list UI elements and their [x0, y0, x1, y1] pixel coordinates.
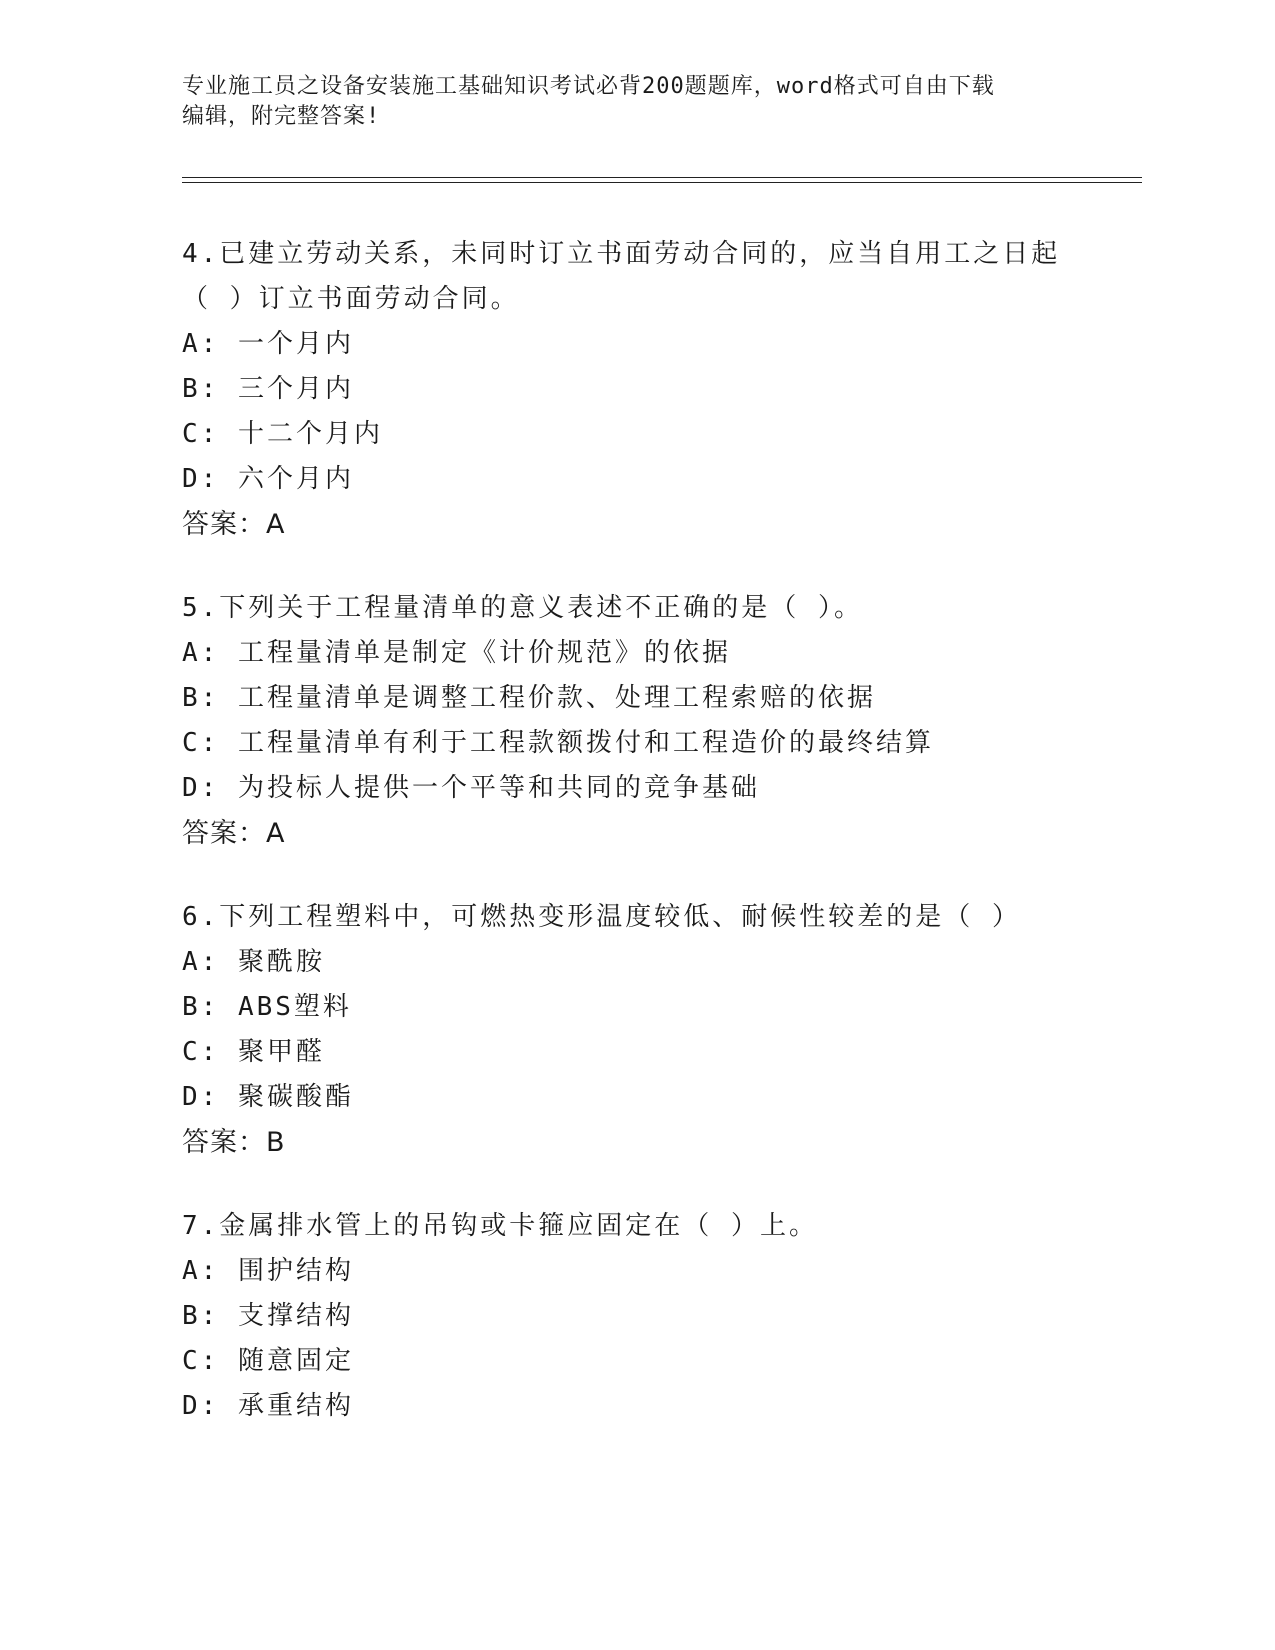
header-line-2: 编辑，附完整答案! — [182, 104, 381, 129]
option-d: D: 聚碳酸酯 — [182, 1082, 354, 1112]
question-stem: 7.金属排水管上的吊钩或卡箍应固定在（ ）上。 — [182, 1211, 818, 1241]
option-c: C: 聚甲醛 — [182, 1037, 325, 1067]
question-stem-continued: （ ）订立书面劳动合同。 — [182, 284, 520, 314]
question-4 — [182, 232, 1082, 548]
question-5 — [182, 586, 1082, 857]
option-a: A: 工程量清单是制定《计价规范》的依据 — [182, 638, 731, 668]
option-a: A: 一个月内 — [182, 329, 354, 359]
question-stem: 4.已建立劳动关系，未同时订立书面劳动合同的，应当自用工之日起 — [182, 239, 1061, 269]
header-double-rule — [182, 177, 1142, 183]
option-b: B: ABS塑料 — [182, 992, 352, 1022]
answer-line: 答案：B — [182, 1127, 286, 1158]
option-c: C: 随意固定 — [182, 1346, 354, 1376]
question-stem: 5.下列关于工程量清单的意义表述不正确的是（ ）。 — [182, 593, 863, 623]
header-line-1: 专业施工员之设备安装施工基础知识考试必背200题题库，word格式可自由下载 — [182, 74, 995, 99]
document-header — [182, 72, 1052, 132]
answer-line: 答案：A — [182, 509, 286, 540]
option-d: D: 为投标人提供一个平等和共同的竞争基础 — [182, 773, 760, 803]
option-b: B: 三个月内 — [182, 374, 354, 404]
option-b: B: 支撑结构 — [182, 1301, 354, 1331]
question-6 — [182, 895, 1082, 1166]
option-a: A: 聚酰胺 — [182, 947, 325, 977]
question-list — [182, 232, 1082, 1467]
option-a: A: 围护结构 — [182, 1256, 354, 1286]
answer-line: 答案：A — [182, 818, 286, 849]
option-d: D: 承重结构 — [182, 1391, 354, 1421]
question-7 — [182, 1204, 1082, 1429]
option-d: D: 六个月内 — [182, 464, 354, 494]
option-c: C: 工程量清单有利于工程款额拨付和工程造价的最终结算 — [182, 728, 934, 758]
option-c: C: 十二个月内 — [182, 419, 383, 449]
question-stem: 6.下列工程塑料中，可燃热变形温度较低、耐候性较差的是（ ） — [182, 902, 1021, 932]
option-b: B: 工程量清单是调整工程价款、处理工程索赔的依据 — [182, 683, 876, 713]
